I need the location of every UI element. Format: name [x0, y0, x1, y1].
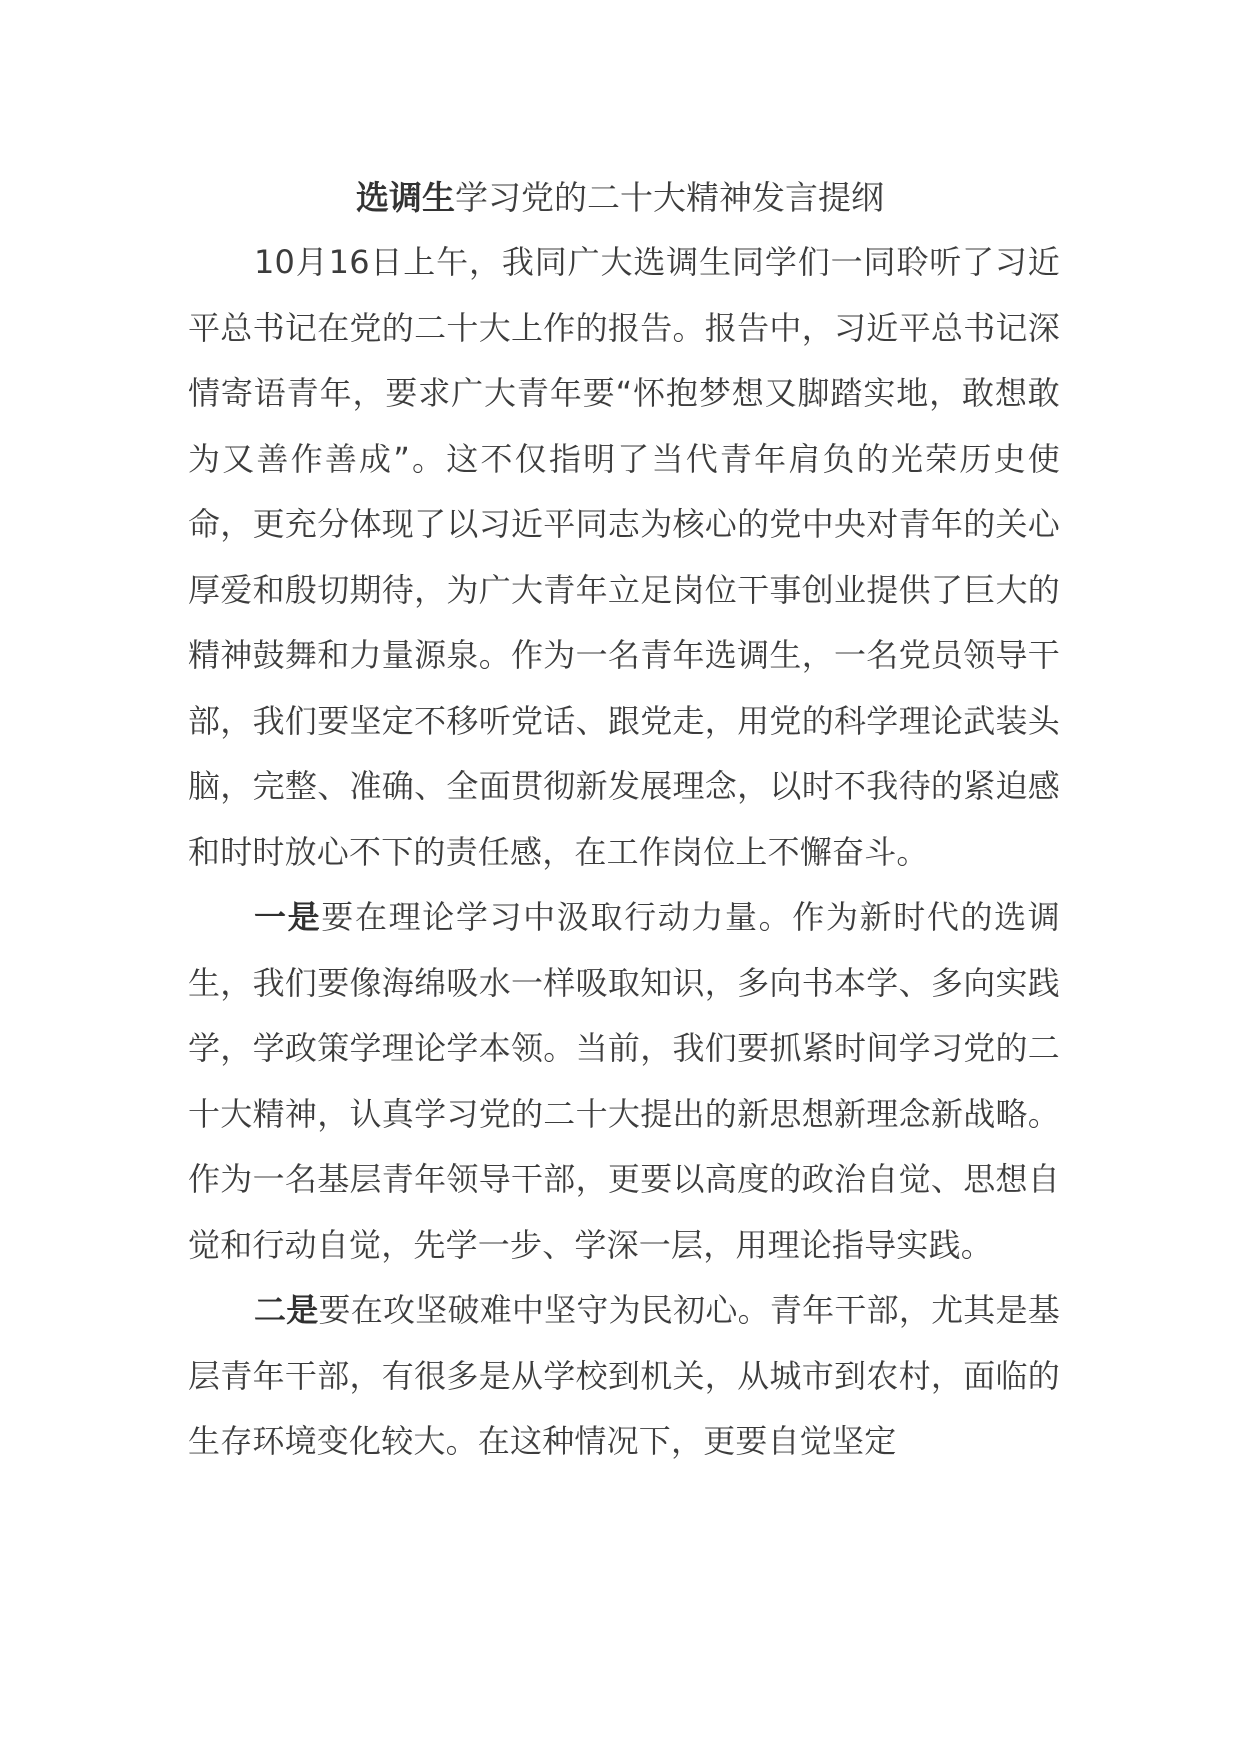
paragraph-lead: 二是 [254, 1291, 319, 1329]
document-title [0, 172, 1240, 224]
title-rest-part: 学习党的二十大精神发言提纲 [455, 178, 884, 217]
paragraph-text: 10月16日上午，我同广大选调生同学们一同聆听了习近平总书记在党的二十大上作的报告。报告中，习近平总书记深情寄语青年，要求广大青年要“怀抱梦想又脚踏实地，敢想敢为又善作善成”。这不仅指明了当代青年肩负的光荣历史使命，更充分体现了以习近平同志为核心的党中央对青年的关心厚爱和殷切期待，为广大青年立足岗位干事创业提供了巨大的精神鼓舞和力量源泉。作为一名青年选调生，一名党员领导干部，我们要坚定不移听党话、跟党走，用党的科学理论武装头脑，完整、准确、全面贯彻新发展理念，以时不我待的紧迫感和时时放心不下的责任感，在工作岗位上不懈奋斗。 [188, 243, 1060, 871]
paragraph-lead: 一是 [254, 898, 322, 936]
paragraph-intro [188, 230, 1060, 885]
paragraph-text: 要在攻坚破难中坚守为民初心。青年干部，尤其是基层青年干部，有很多是从学校到机关，从城市到农村，面临的生存环境变化较大。在这种情况下，更要自觉坚定 [188, 1291, 1060, 1460]
paragraph-point-one [188, 885, 1060, 1278]
paragraph-point-two [188, 1278, 1060, 1475]
document-body [188, 230, 1060, 1475]
title-bold-part: 选调生 [356, 178, 455, 217]
paragraph-text: 要在理论学习中汲取行动力量。作为新时代的选调生，我们要像海绵吸水一样吸取知识，多向书本学、多向实践学，学政策学理论学本领。当前，我们要抓紧时间学习党的二十大精神，认真学习党的二十大提出的新思想新理念新战略。作为一名基层青年领导干部，更要以高度的政治自觉、思想自觉和行动自觉，先学一步、学深一层，用理论指导实践。 [188, 898, 1060, 1264]
